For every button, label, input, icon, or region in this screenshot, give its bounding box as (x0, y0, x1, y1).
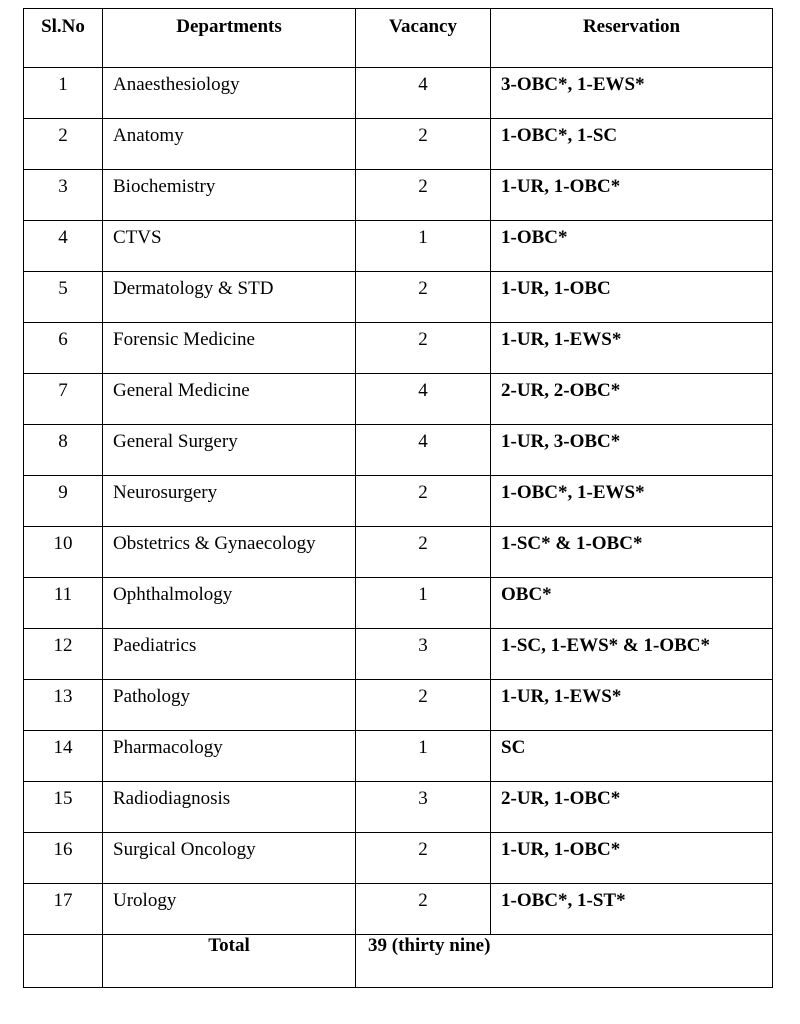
vacancy-cell: 2 (356, 272, 491, 323)
table-row (24, 884, 773, 935)
vacancy-cell: 2 (356, 119, 491, 170)
department-cell: General Medicine (103, 374, 356, 425)
table-row (24, 425, 773, 476)
total-label: Total (103, 935, 356, 988)
vacancy-cell: 2 (356, 476, 491, 527)
reservation-cell: 1-OBC*, 1-SC (491, 119, 773, 170)
table-row (24, 170, 773, 221)
vacancy-cell: 2 (356, 833, 491, 884)
sl-no-cell: 17 (24, 884, 103, 935)
table-row (24, 578, 773, 629)
reservation-cell: 1-OBC*, 1-ST* (491, 884, 773, 935)
department-cell: Dermatology & STD (103, 272, 356, 323)
table-footer (24, 935, 773, 988)
table-body (24, 68, 773, 935)
reservation-cell: 1-OBC*, 1-EWS* (491, 476, 773, 527)
table-row (24, 731, 773, 782)
sl-no-cell: 10 (24, 527, 103, 578)
sl-no-cell: 6 (24, 323, 103, 374)
sl-no-cell: 7 (24, 374, 103, 425)
vacancy-cell: 3 (356, 782, 491, 833)
header-row (24, 9, 773, 68)
reservation-cell: 3-OBC*, 1-EWS* (491, 68, 773, 119)
table-row (24, 323, 773, 374)
vacancy-cell: 3 (356, 629, 491, 680)
vacancy-cell: 4 (356, 68, 491, 119)
table-row (24, 782, 773, 833)
reservation-cell: 1-OBC* (491, 221, 773, 272)
department-cell: Ophthalmology (103, 578, 356, 629)
department-cell: CTVS (103, 221, 356, 272)
reservation-cell: 2-UR, 1-OBC* (491, 782, 773, 833)
department-cell: Anatomy (103, 119, 356, 170)
vacancy-cell: 4 (356, 374, 491, 425)
reservation-cell: 1-SC* & 1-OBC* (491, 527, 773, 578)
department-cell: Neurosurgery (103, 476, 356, 527)
vacancy-cell: 2 (356, 323, 491, 374)
sl-no-cell: 2 (24, 119, 103, 170)
department-cell: Urology (103, 884, 356, 935)
table-row (24, 476, 773, 527)
table-header (24, 9, 773, 68)
reservation-cell: 1-UR, 1-EWS* (491, 323, 773, 374)
vacancy-cell: 2 (356, 170, 491, 221)
sl-no-cell: 14 (24, 731, 103, 782)
reservation-cell: 1-UR, 1-EWS* (491, 680, 773, 731)
sl-no-cell: 15 (24, 782, 103, 833)
department-cell: Pathology (103, 680, 356, 731)
vacancy-cell: 1 (356, 578, 491, 629)
reservation-cell: 1-UR, 3-OBC* (491, 425, 773, 476)
table-row (24, 374, 773, 425)
reservation-cell: 1-UR, 1-OBC* (491, 170, 773, 221)
table-row (24, 272, 773, 323)
header-vacancy: Vacancy (356, 9, 491, 68)
department-cell: Obstetrics & Gynaecology (103, 527, 356, 578)
department-cell: Radiodiagnosis (103, 782, 356, 833)
department-cell: Biochemistry (103, 170, 356, 221)
reservation-cell: 1-UR, 1-OBC (491, 272, 773, 323)
header-sl-no: Sl.No (24, 9, 103, 68)
header-departments: Departments (103, 9, 356, 68)
table-row (24, 680, 773, 731)
department-cell: Anaesthesiology (103, 68, 356, 119)
vacancy-cell: 1 (356, 221, 491, 272)
sl-no-cell: 13 (24, 680, 103, 731)
department-cell: General Surgery (103, 425, 356, 476)
table-row (24, 119, 773, 170)
total-value: 39 (thirty nine) (356, 935, 773, 988)
vacancy-table (23, 8, 773, 988)
reservation-cell: 2-UR, 2-OBC* (491, 374, 773, 425)
department-cell: Surgical Oncology (103, 833, 356, 884)
header-reservation: Reservation (491, 9, 773, 68)
table-row (24, 527, 773, 578)
vacancy-cell: 4 (356, 425, 491, 476)
vacancy-cell: 1 (356, 731, 491, 782)
sl-no-cell: 16 (24, 833, 103, 884)
reservation-cell: OBC* (491, 578, 773, 629)
table-row (24, 221, 773, 272)
vacancy-cell: 2 (356, 680, 491, 731)
vacancy-cell: 2 (356, 884, 491, 935)
sl-no-cell: 4 (24, 221, 103, 272)
sl-no-cell: 1 (24, 68, 103, 119)
sl-no-cell: 8 (24, 425, 103, 476)
reservation-cell: SC (491, 731, 773, 782)
sl-no-cell: 9 (24, 476, 103, 527)
reservation-cell: 1-UR, 1-OBC* (491, 833, 773, 884)
sl-no-cell: 11 (24, 578, 103, 629)
reservation-cell: 1-SC, 1-EWS* & 1-OBC* (491, 629, 773, 680)
table-row (24, 68, 773, 119)
department-cell: Forensic Medicine (103, 323, 356, 374)
sl-no-cell: 12 (24, 629, 103, 680)
total-sl-cell (24, 935, 103, 988)
department-cell: Pharmacology (103, 731, 356, 782)
sl-no-cell: 5 (24, 272, 103, 323)
sl-no-cell: 3 (24, 170, 103, 221)
table-row (24, 833, 773, 884)
department-cell: Paediatrics (103, 629, 356, 680)
total-row (24, 935, 773, 988)
vacancy-cell: 2 (356, 527, 491, 578)
table-row (24, 629, 773, 680)
